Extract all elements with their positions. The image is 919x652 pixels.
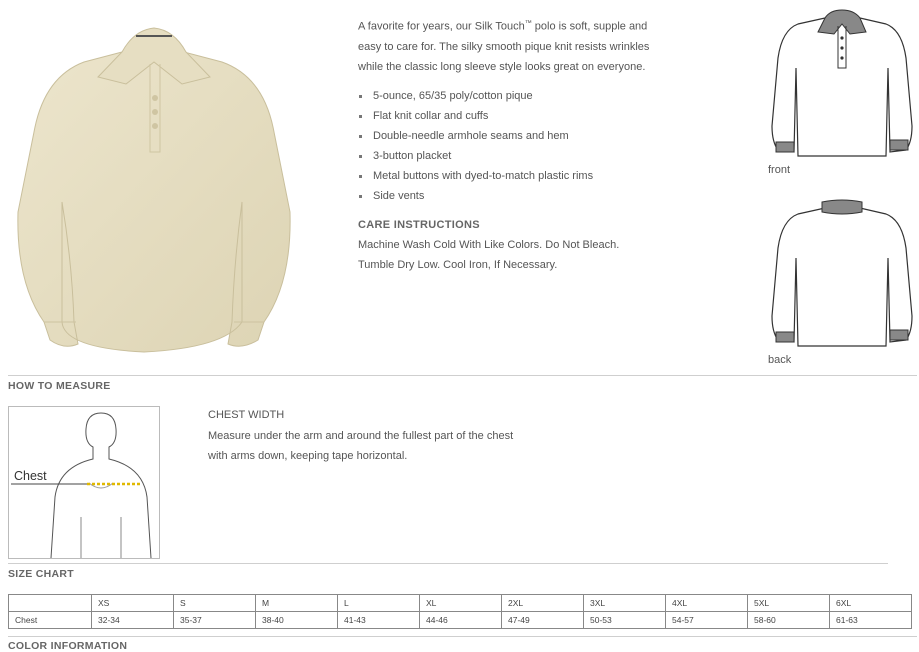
feature-item: Flat knit collar and cuffs [358, 106, 593, 126]
front-view-drawing [770, 8, 915, 160]
care-instructions-title: CARE INSTRUCTIONS [358, 219, 480, 231]
chest-value: 32-34 [92, 612, 174, 629]
feature-item: Metal buttons with dyed-to-match plastic rims [358, 166, 593, 186]
chest-value: 61-63 [830, 612, 912, 629]
feature-list [358, 86, 593, 206]
chest-value: 38-40 [256, 612, 338, 629]
chest-value: 44-46 [420, 612, 502, 629]
size-chart-table [8, 594, 912, 629]
divider [8, 636, 917, 637]
divider [8, 375, 917, 376]
how-to-measure-title: HOW TO MEASURE [8, 380, 111, 392]
size-header: 3XL [584, 595, 666, 612]
table-row [9, 612, 912, 629]
row-label: Chest [9, 612, 92, 629]
chest-value: 50-53 [584, 612, 666, 629]
size-header: 6XL [830, 595, 912, 612]
table-row [9, 595, 912, 612]
chest-value: 58-60 [748, 612, 830, 629]
back-view-drawing [770, 198, 915, 350]
feature-item: 3-button placket [358, 146, 593, 166]
size-header: S [174, 595, 256, 612]
measure-instruction: with arms down, keeping tape horizontal. [208, 450, 408, 462]
size-header: 4XL [666, 595, 748, 612]
product-photo [14, 22, 306, 360]
feature-item: Double-needle armhole seams and hem [358, 126, 593, 146]
size-header: XL [420, 595, 502, 612]
care-instructions-line: Machine Wash Cold With Like Colors. Do Not Bleach. [358, 239, 620, 251]
feature-item: 5-ounce, 65/35 poly/cotton pique [358, 86, 593, 106]
back-view-label: back [768, 354, 792, 366]
product-description: A favorite for years, our Silk Touch™ polo is soft, supple and easy to care for. The silky smooth pique knit resists wrinkles while the classic long sleeve style looks great on everyone. [358, 20, 650, 73]
care-instructions-line: Tumble Dry Low. Cool Iron, If Necessary. [358, 259, 558, 271]
size-header: 2XL [502, 595, 584, 612]
measure-instruction: Measure under the arm and around the fullest part of the chest [208, 430, 514, 442]
size-header: L [338, 595, 420, 612]
chest-value: 47-49 [502, 612, 584, 629]
size-header: M [256, 595, 338, 612]
color-information-title: COLOR INFORMATION [8, 640, 128, 652]
chest-width-title: CHEST WIDTH [208, 409, 285, 421]
chest-value: 41-43 [338, 612, 420, 629]
divider [8, 563, 888, 564]
size-header: XS [92, 595, 174, 612]
size-chart-title: SIZE CHART [8, 568, 74, 580]
size-header: 5XL [748, 595, 830, 612]
chest-value: 35-37 [174, 612, 256, 629]
front-view-label: front [768, 164, 791, 176]
chest-value: 54-57 [666, 612, 748, 629]
chest-diagram-label: Chest [14, 469, 47, 483]
table-cell [9, 595, 92, 612]
feature-item: Side vents [358, 186, 593, 206]
